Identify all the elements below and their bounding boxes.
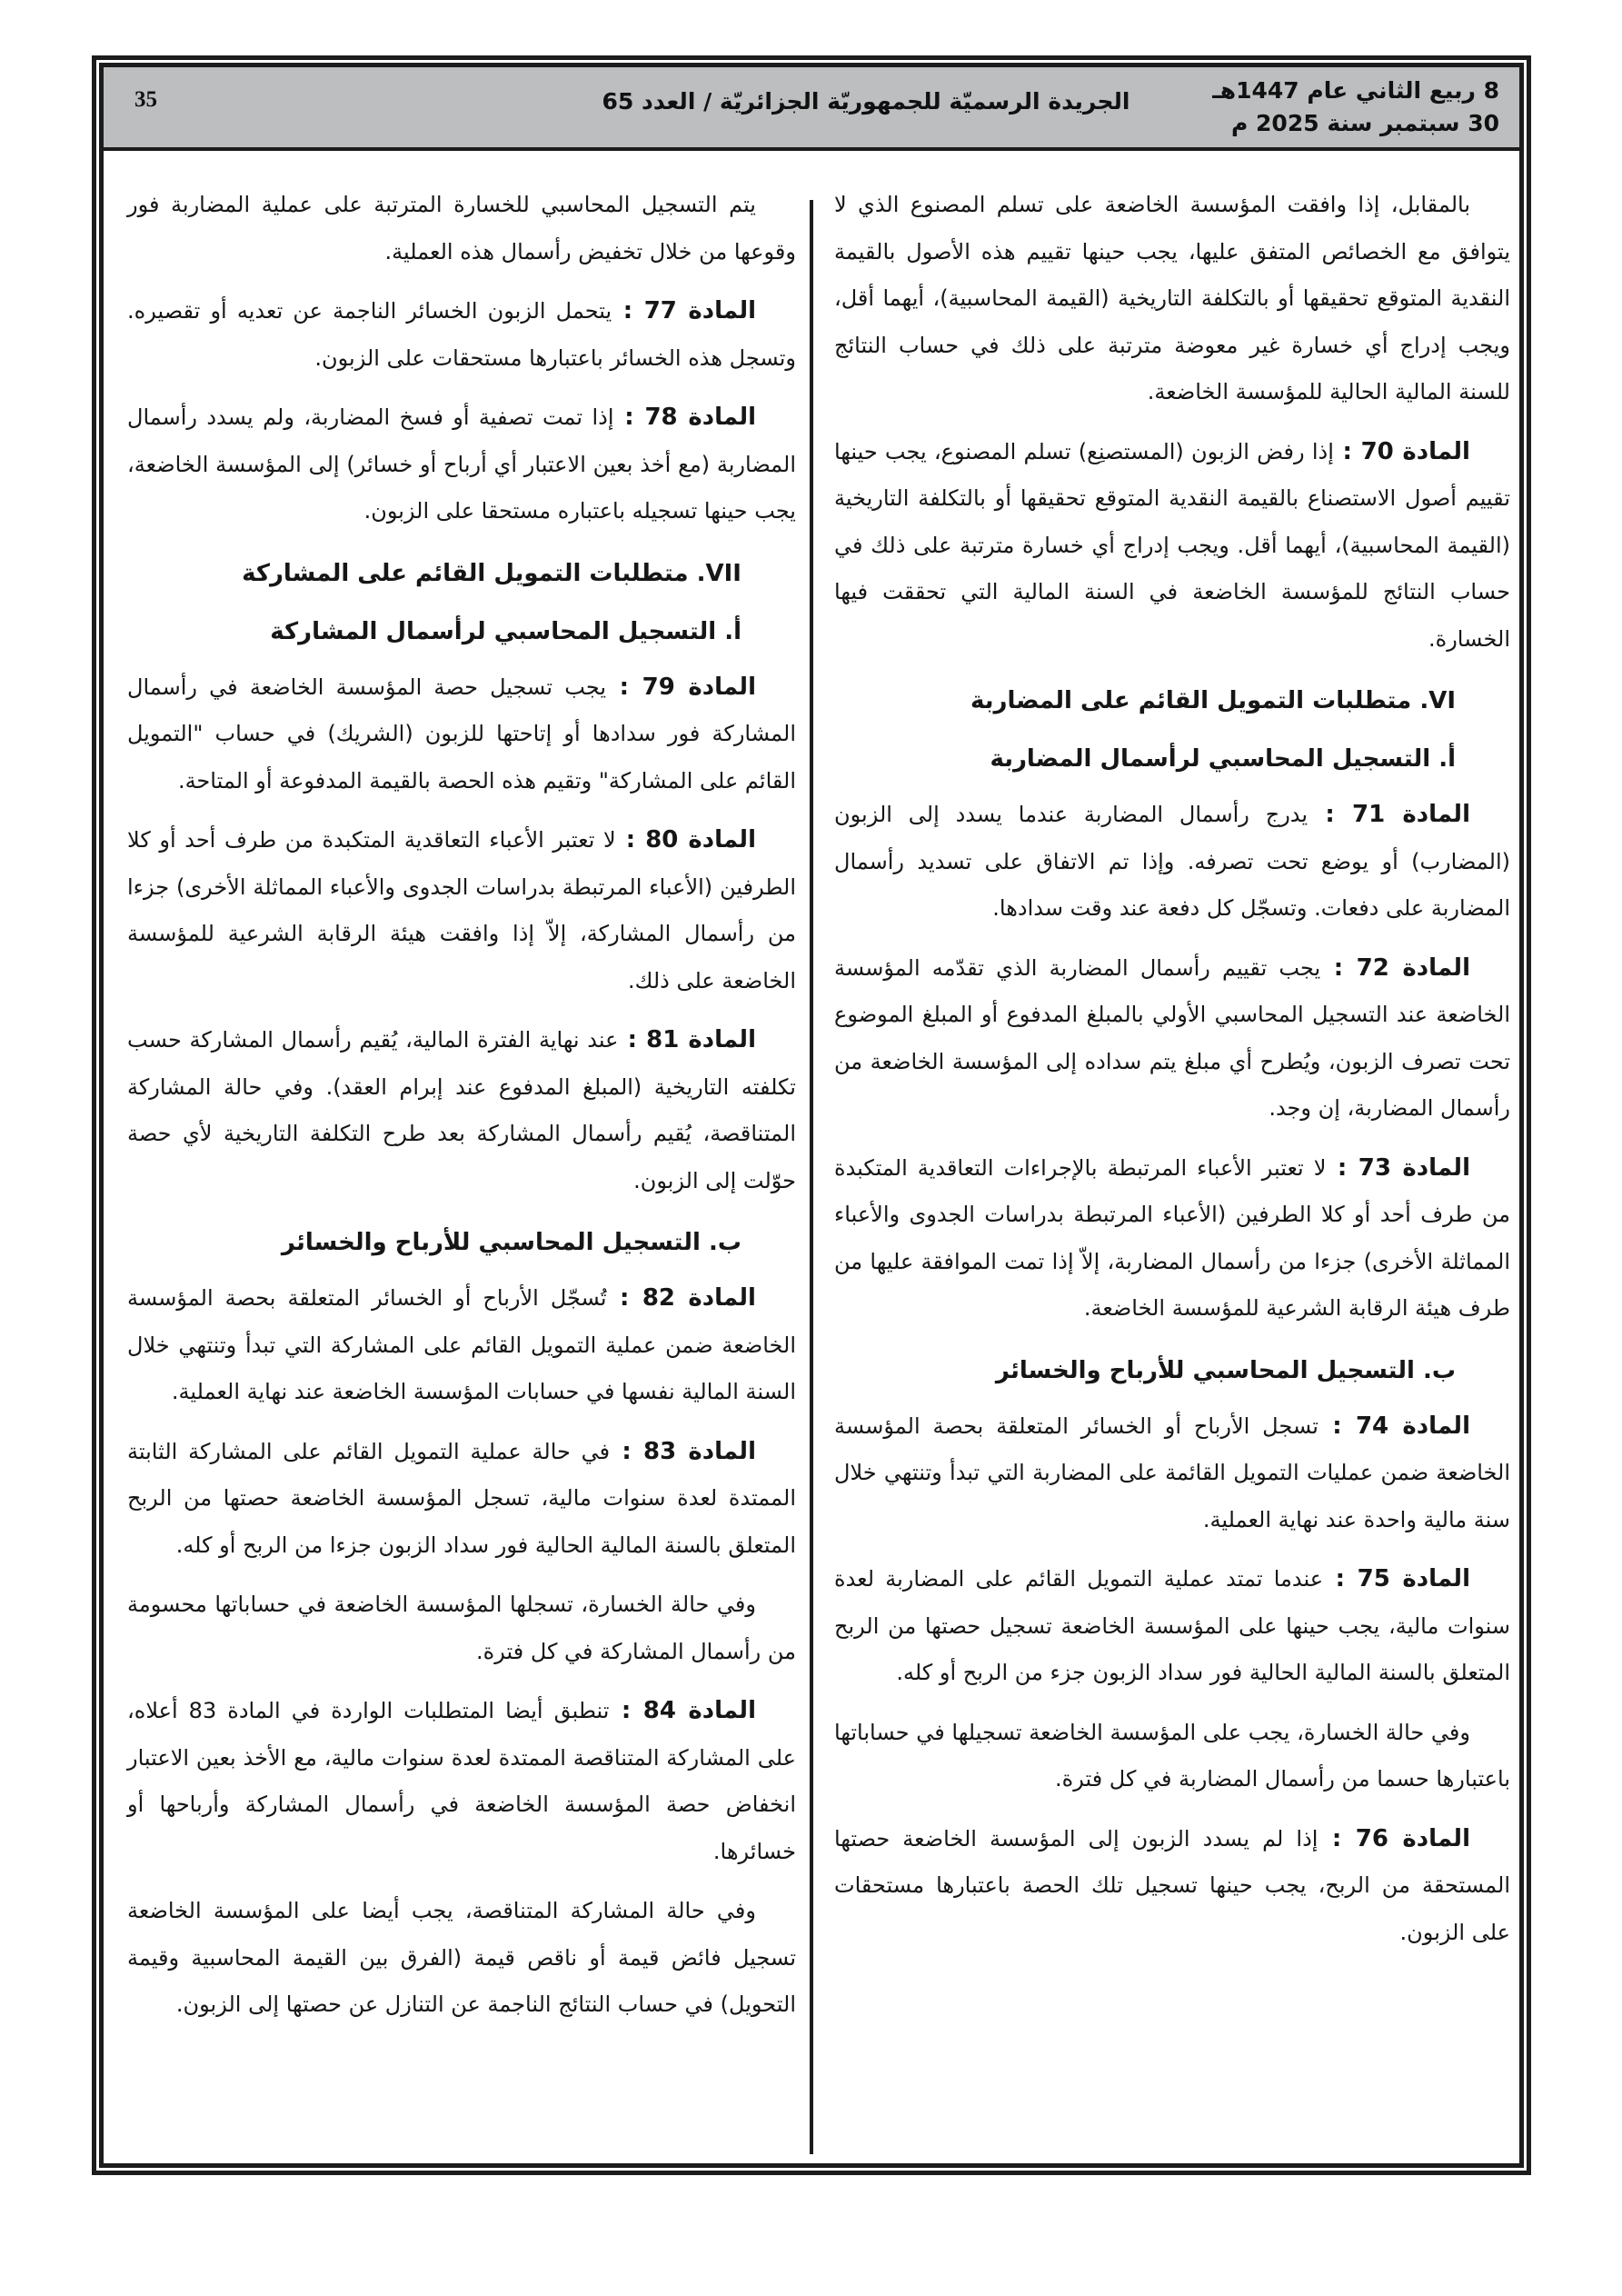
section-heading: ب. التسجيل المحاسبي للأرباح والخسائر [281, 1229, 741, 1256]
paragraph-text: يدرج رأسمال المضاربة عندما يسدد إلى الزبون (المضارب) أو يوضع تحت تصرفه. وإذا تم الاتفاق على تسديد رأسمال المضاربة على دفعات. وتسجّل كل دفعة عند وقت سدادها. [834, 802, 1510, 921]
article-paragraph [127, 664, 796, 805]
article-paragraph [127, 394, 796, 535]
article-label: المادة 81 : [618, 1026, 756, 1053]
header-title: الجريدة الرسميّة للجمهوريّة الجزائريّة / العدد 65 [602, 88, 1130, 115]
paragraph-text: بالمقابل، إذا وافقت المؤسسة الخاضعة على تسلم المصنوع الذي لا يتوافق مع الخصائص المتفق عليها، يجب حينها تقييم هذه الأصول بالقيمة النقدية المتوقع تحقيقها أو بالتكلفة التاريخية (القيمة المحاسبية)، أيهما أقل، ويجب إدراج أي خسارة غير معوضة مترتبة على ذلك في حساب النتائج للسنة المالية الحالية للمؤسسة الخاضعة. [834, 192, 1510, 404]
paragraph-text: لا تعتبر الأعباء التعاقدية المتكبدة من طرف أحد أو كلا الطرفين (الأعباء المرتبطة بدراسات الجدوى والأعباء المماثلة الأخرى) جزءا من رأسمال المشاركة، إلاّ إذا وافقت هيئة الرقابة الشرعية للمؤسسة الخاضعة على ذلك. [127, 827, 796, 993]
section-heading: أ. التسجيل المحاسبي لرأسمال المضاربة [990, 745, 1456, 773]
column-divider [810, 200, 813, 2154]
paragraph-text: إذا رفض الزبون (المستصنِع) تسلم المصنوع، يجب حينها تقييم أصول الاستصناع بالقيمة النقدية المتوقع تحقيقها أو بالتكلفة التاريخية (القيمة المحاسبية)، أيهما أقل. ويجب إدراج أي خسارة مترتبة على ذلك في حساب النتائج للمؤسسة الخاضعة في السنة المالية التي تحققت فيها الخسارة. [834, 438, 1510, 652]
article-label: المادة 77 : [612, 297, 756, 324]
page-number: 35 [134, 87, 157, 112]
article-label: المادة 75 : [1323, 1565, 1470, 1592]
page-header [104, 67, 1519, 151]
paragraph-text: يتحمل الزبون الخسائر الناجمة عن تعديه أو تقصيره. وتسجل هذه الخسائر باعتبارها مستحقات على الزبون. [127, 298, 796, 371]
paragraph-text: وفي حالة الخسارة، تسجلها المؤسسة الخاضعة في حساباتها محسومة من رأسمال المشاركة في كل فترة. [127, 1592, 796, 1664]
paragraph-text: إذا تمت تصفية أو فسخ المضاربة، ولم يسدد رأسمال المضاربة (مع أخذ بعين الاعتبار أي أرباح أو خسائر) إلى المؤسسة الخاضعة، يجب حينها تسجيله باعتباره مستحقا على الزبون. [127, 404, 796, 524]
article-label: المادة 74 : [1318, 1412, 1470, 1440]
section-heading: ب. التسجيل المحاسبي للأرباح والخسائر [995, 1356, 1456, 1384]
paragraph [127, 1888, 796, 2029]
article-paragraph [834, 1556, 1510, 1697]
article-label: المادة 83 : [610, 1437, 756, 1465]
paragraph-text: يجب تسجيل حصة المؤسسة الخاضعة في رأسمال المشاركة فور سدادها أو إتاحتها للزبون (الشريك) في حساب "التمويل القائم على المشاركة" وتقيم هذه الحصة بالقيمة المدفوعة أو المتاحة. [127, 674, 796, 794]
paragraph-text: يتم التسجيل المحاسبي للخسارة المترتبة على عملية المضاربة فور وقوعها من خلال تخفيض رأسمال هذه العملية. [127, 192, 796, 265]
article-paragraph [834, 1816, 1510, 1957]
left-column [127, 182, 796, 2041]
article-label: المادة 78 : [613, 404, 756, 431]
article-paragraph [127, 817, 796, 1004]
paragraph-text: لا تعتبر الأعباء المرتبطة بالإجراءات التعاقدية المتكبدة من طرف أحد أو كلا الطرفين (الأعباء المرتبطة بدراسات الجدوى والأعباء المماثلة الأخرى) جزءا من رأسمال المضاربة، إلاّ إذا تمت الموافقة عليها من طرف هيئة الرقابة الشرعية للمؤسسة الخاضعة. [834, 1154, 1510, 1321]
article-paragraph [127, 1688, 796, 1875]
article-label: المادة 80 : [615, 826, 756, 854]
paragraph [127, 182, 796, 275]
article-label: المادة 82 : [606, 1284, 756, 1312]
paragraph-text: تسجل الأرباح أو الخسائر المتعلقة بحصة المؤسسة الخاضعة ضمن عمليات التمويل القائمة على المضاربة التي تبدأ وتنتهي خلال سنة مالية واحدة عند نهاية العملية. [834, 1413, 1510, 1532]
paragraph [834, 1710, 1510, 1803]
paragraph-text: وفي حالة المشاركة المتناقصة، يجب أيضا على المؤسسة الخاضعة تسجيل فائض قيمة أو ناقص قيمة (الفرق بين القيمة المحاسبية وقيمة التحويل) في حساب النتائج الناجمة عن التنازل عن حصتها إلى الزبون. [127, 1898, 796, 2017]
article-paragraph [127, 1017, 796, 1204]
paragraph-text: يجب تقييم رأسمال المضاربة الذي تقدّمه المؤسسة الخاضعة عند التسجيل المحاسبي الأولي بالمبلغ المدفوع أو المبلغ الموضوع تحت تصرف الزبون، ويُطرح أي مبلغ يتم سداده إلى المؤسسة الخاضعة من رأسمال المضاربة، إن وجد. [834, 954, 1510, 1121]
paragraph-text: عند نهاية الفترة المالية، يُقيم رأسمال المشاركة حسب تكلفته التاريخية (المبلغ المدفوع عند إبرام العقد). وفي حالة المشاركة المتناقصة، يُقيم رأسمال المشاركة بعد طرح التكلفة التاريخية لأي حصة حوّلت إلى الزبون. [127, 1027, 796, 1193]
section-heading: أ. التسجيل المحاسبي لرأسمال المشاركة [270, 617, 741, 645]
article-paragraph [127, 1275, 796, 1416]
header-date-hijri: 8 ربيع الثاني عام 1447هـ [1212, 77, 1499, 104]
header-date-gregorian: 30 سبتمبر سنة 2025 م [1231, 110, 1499, 136]
paragraph [834, 182, 1510, 416]
article-paragraph [127, 288, 796, 382]
article-label: المادة 71 : [1308, 801, 1470, 828]
section-heading: VI. متطلبات التمويل القائم على المضاربة [970, 687, 1456, 714]
article-paragraph [834, 1403, 1510, 1544]
paragraph [127, 1582, 796, 1675]
paragraph-text: عندما تمتد عملية التمويل القائم على المضاربة لعدة سنوات مالية، يجب حينها على المؤسسة الخاضعة تسجيل حصتها من الربح المتعلق بالسنة المالية الحالية فور سداد الزبون جزء من الربح أو كله. [834, 1566, 1510, 1685]
paragraph-text: تنطبق أيضا المتطلبات الواردة في المادة 83 أعلاه، على المشاركة المتناقصة الممتدة لعدة سنوات مالية، مع الأخذ بعين الاعتبار انخفاض حصة المؤسسة الخاضعة في رأسمال المشاركة وأرباحها أو خسائرها. [127, 1698, 796, 1864]
article-paragraph [834, 1145, 1510, 1333]
section-heading: VII. متطلبات التمويل القائم على المشاركة [242, 559, 741, 587]
article-paragraph [834, 945, 1510, 1133]
article-label: المادة 73 : [1326, 1153, 1470, 1182]
paragraph-text: إذا لم يسدد الزبون إلى المؤسسة الخاضعة حصتها المستحقة من الربح، يجب حينها تسجيل تلك الحصة باعتبارها مستحقات على الزبون. [834, 1825, 1510, 1945]
article-label: المادة 84 : [609, 1697, 756, 1724]
right-column [834, 182, 1510, 1969]
article-label: المادة 79 : [606, 673, 756, 701]
article-paragraph [834, 429, 1510, 664]
article-paragraph [834, 792, 1510, 933]
paragraph-text: وفي حالة الخسارة، يجب على المؤسسة الخاضعة تسجيلها في حساباتها باعتبارها حسما من رأسمال المضاربة في كل فترة. [834, 1719, 1510, 1792]
paragraph-text: في حالة عملية التمويل القائم على المشاركة الثابتة الممتدة لعدة سنوات مالية، تسجل المؤسسة الخاضعة حصتها من الربح المتعلق بالسنة المالية الحالية فور سداد الزبون جزءا من الربح أو كله. [127, 1438, 796, 1558]
article-label: المادة 72 : [1320, 953, 1470, 982]
paragraph-text: تُسجّل الأرباح أو الخسائر المتعلقة بحصة المؤسسة الخاضعة ضمن عملية التمويل القائم على المشاركة التي تبدأ وتنتهي خلال السنة المالية نفسها في حسابات المؤسسة الخاضعة عند نهاية العملية. [127, 1285, 796, 1404]
article-paragraph [127, 1429, 796, 1570]
article-label: المادة 70 : [1333, 437, 1470, 465]
article-label: المادة 76 : [1318, 1824, 1470, 1852]
